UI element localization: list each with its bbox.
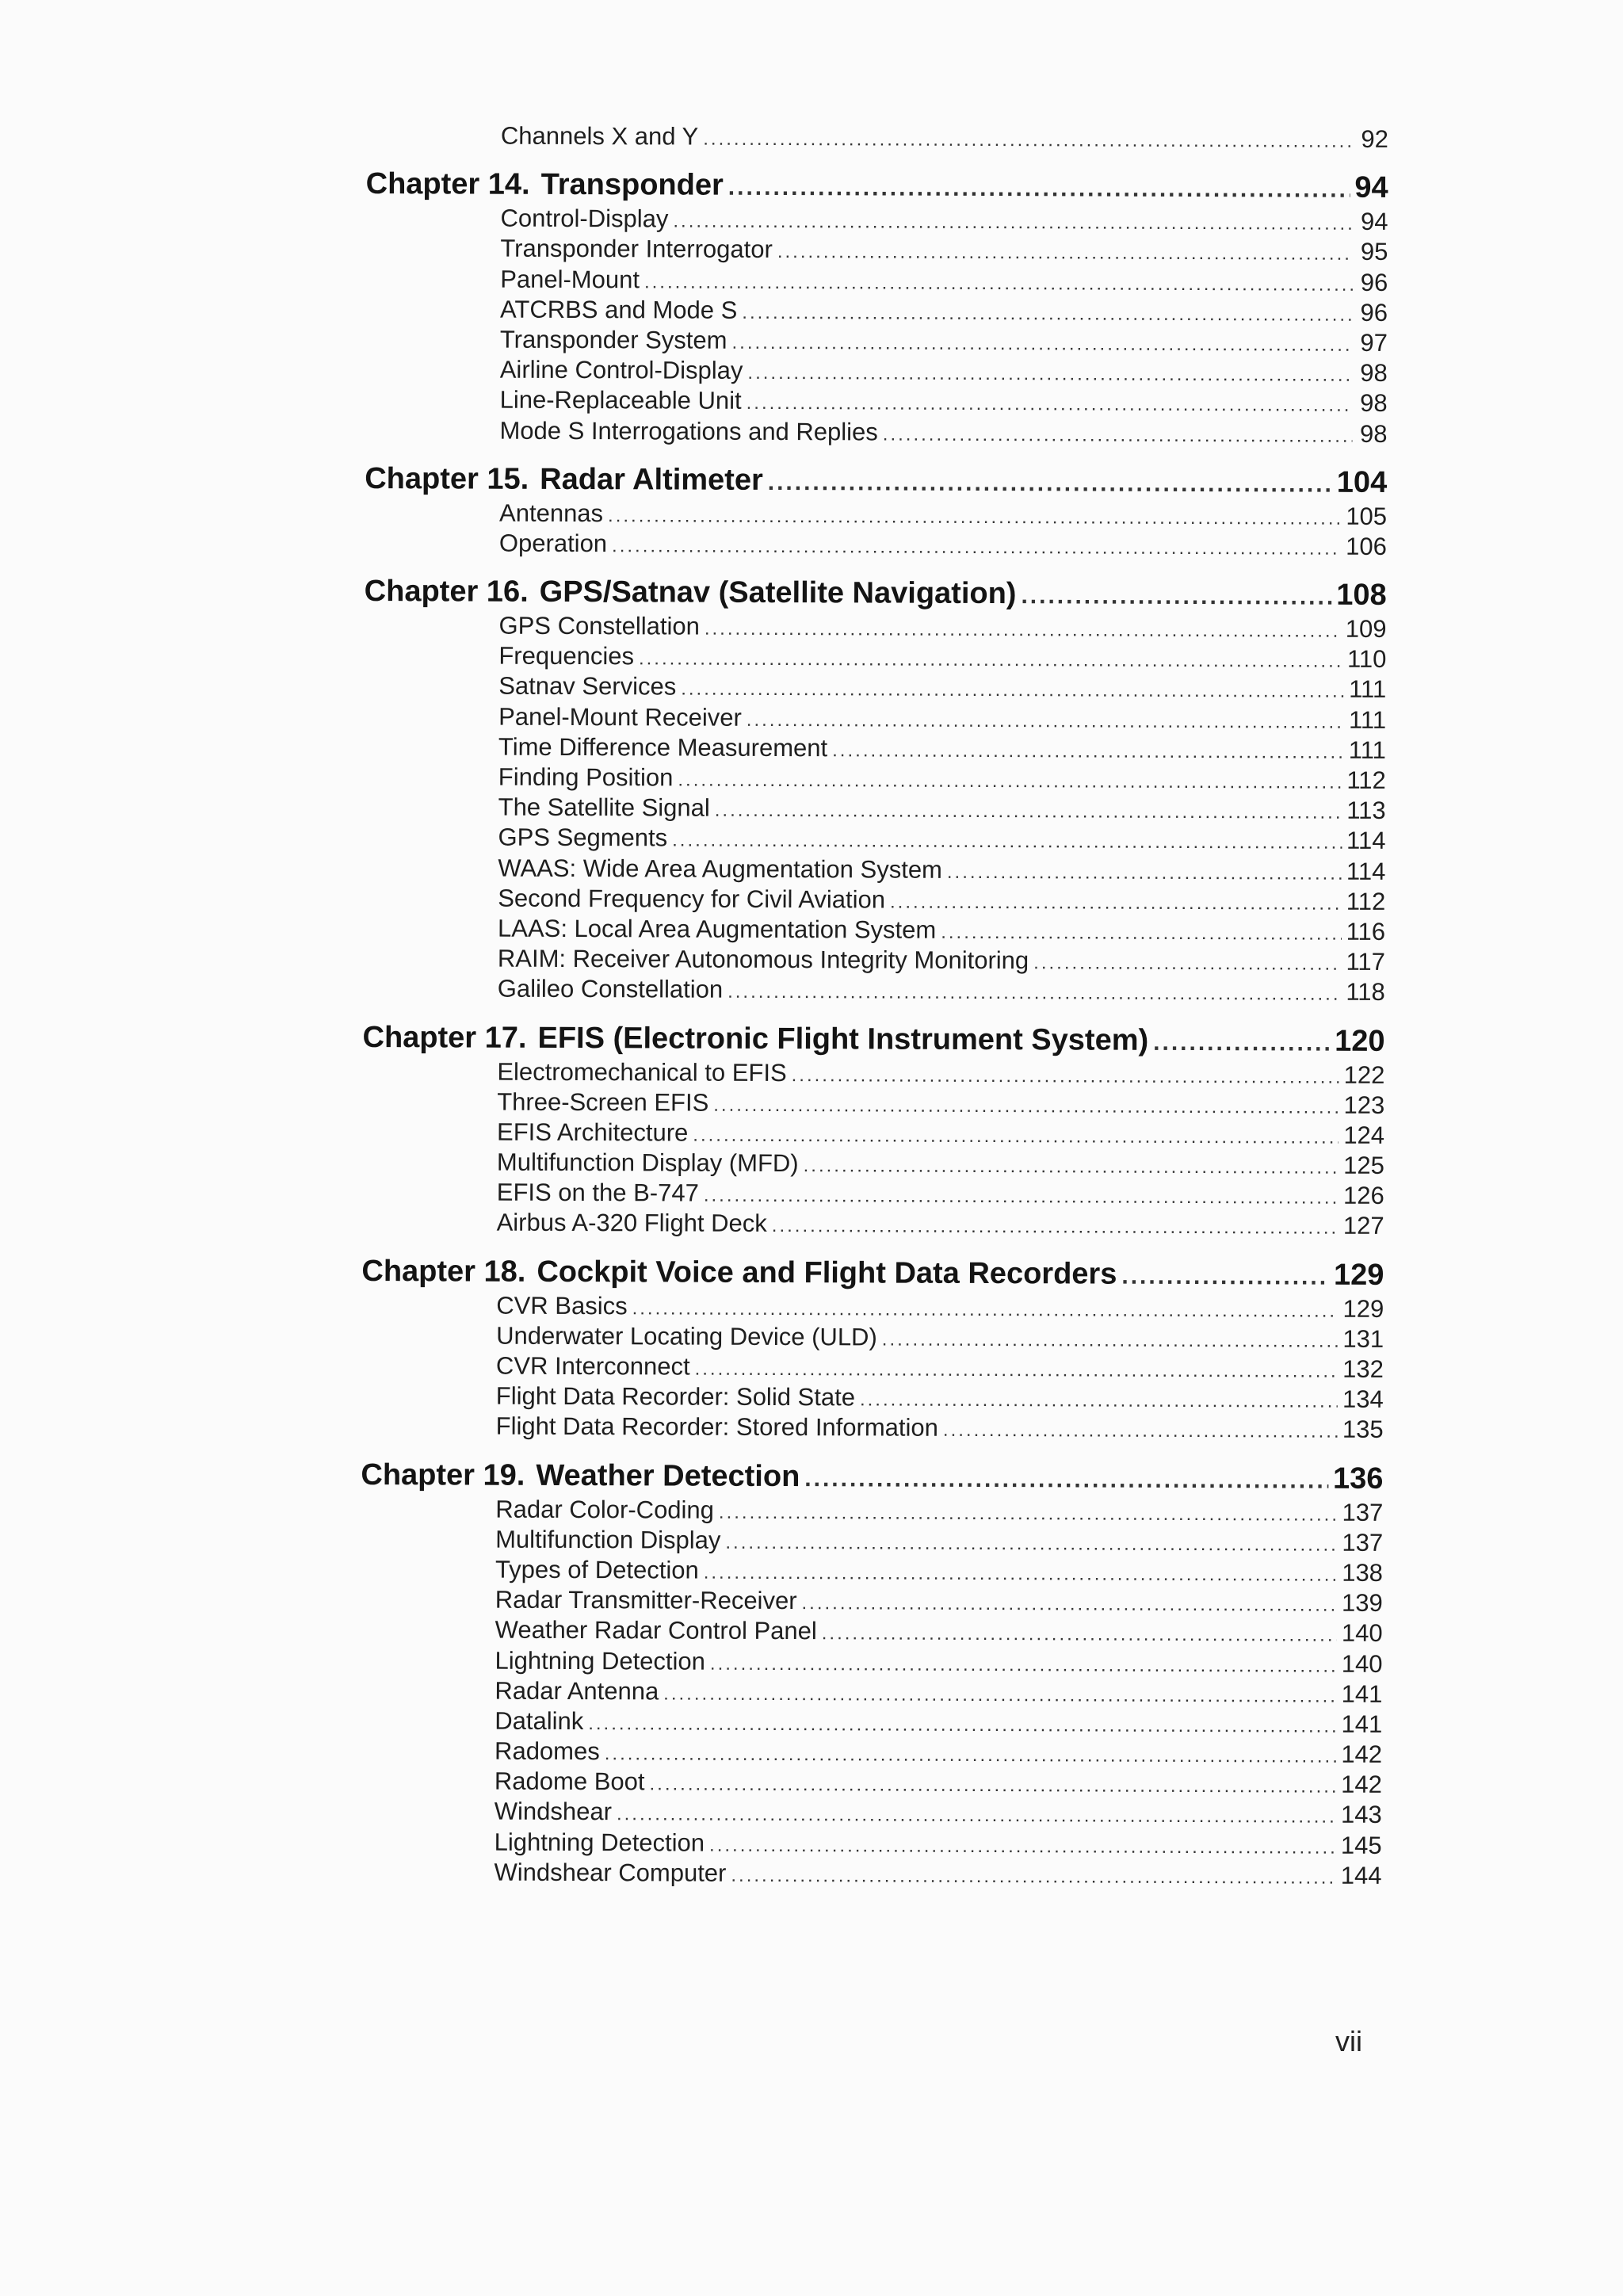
chapter-label (366, 166, 724, 203)
page-ref: 116 (1346, 917, 1386, 946)
entry-title: The Satellite Signal (498, 793, 710, 822)
toc-entry (361, 1290, 1384, 1324)
toc-chapter-heading (365, 461, 1387, 500)
chapter-label (362, 1019, 1148, 1057)
page-ref: 134 (1342, 1385, 1384, 1414)
chapter-title: EFIS (Electronic Flight Instrument System) (537, 1021, 1149, 1057)
page-ref: 111 (1348, 735, 1387, 764)
page-ref: 129 (1342, 1294, 1384, 1323)
dot-leader (882, 1324, 1338, 1356)
dot-leader (644, 267, 1353, 300)
page-ref: 96 (1360, 298, 1388, 327)
toc-entry (362, 1147, 1384, 1181)
page-ref: 96 (1360, 268, 1388, 296)
toc-entry (363, 973, 1385, 1007)
toc-chapter-heading (365, 574, 1387, 613)
page-ref: 108 (1336, 578, 1387, 613)
dot-leader (710, 1648, 1337, 1681)
entry-title: Types of Detection (495, 1555, 699, 1584)
toc-entry (361, 1350, 1384, 1385)
dot-leader (649, 1770, 1336, 1803)
page-ref: 123 (1343, 1091, 1385, 1119)
dot-leader (731, 1861, 1336, 1893)
toc-entry (362, 1056, 1384, 1090)
dot-leader (608, 501, 1341, 534)
toc-entry (365, 528, 1387, 562)
dot-leader (832, 735, 1344, 768)
dot-leader (772, 1211, 1338, 1244)
entry-title: Electromechanical to EFIS (497, 1057, 787, 1087)
toc-entry (360, 1706, 1382, 1740)
page-ref: 113 (1346, 796, 1386, 825)
toc-entry (363, 883, 1385, 917)
dot-leader (1033, 948, 1341, 980)
page-ref: 112 (1346, 766, 1386, 794)
toc-entry (360, 1675, 1382, 1710)
page-ref: 94 (1360, 208, 1388, 236)
dot-leader (704, 1558, 1338, 1591)
entry-title: Three-Screen EFIS (497, 1087, 709, 1117)
entry-title: LAAS: Local Area Augmentation System (498, 914, 937, 944)
entry-title: Satnav Services (498, 672, 677, 701)
entry-title: WAAS: Wide Area Augmentation System (498, 854, 942, 884)
page-ref: 97 (1360, 328, 1388, 357)
page-ref: 120 (1335, 1024, 1385, 1058)
dot-leader (725, 1528, 1337, 1561)
page-ref: 98 (1359, 419, 1388, 448)
entry-title: Lightning Detection (494, 1828, 705, 1857)
chapter-number: Chapter 16. (364, 575, 529, 609)
toc-entry (359, 1857, 1381, 1891)
dot-leader (804, 1151, 1339, 1183)
entry-title: Transponder System (499, 325, 727, 354)
toc-entry (362, 1177, 1384, 1211)
toc-entry (365, 233, 1388, 267)
toc-entry (361, 1494, 1383, 1528)
toc-entry (363, 853, 1385, 887)
page-ref: 105 (1346, 502, 1388, 530)
entry-title: Mode S Interrogations and Replies (499, 416, 878, 445)
toc-entry (366, 120, 1388, 155)
dot-leader (860, 1385, 1338, 1418)
page-ref: 142 (1341, 1770, 1383, 1799)
page-ref: 141 (1341, 1679, 1383, 1708)
page-number: vii (1335, 2025, 1362, 2057)
toc-entry (365, 264, 1388, 298)
entry-title: Transponder Interrogator (500, 235, 773, 264)
dot-leader (681, 674, 1344, 707)
page-ref: 118 (1346, 978, 1385, 1007)
chapter-title: Weather Detection (536, 1458, 800, 1493)
toc-entry (365, 203, 1388, 237)
dot-leader (768, 465, 1332, 502)
toc-entry (364, 670, 1386, 705)
toc-entry (361, 1381, 1384, 1415)
page-ref: 104 (1336, 465, 1388, 499)
toc-entry (365, 498, 1387, 532)
dot-leader (703, 124, 1354, 157)
entry-title: Operation (498, 529, 608, 558)
dot-leader (822, 1619, 1337, 1652)
dot-leader (1121, 1259, 1329, 1294)
toc-entry (364, 640, 1386, 674)
entry-title: Second Frequency for Civil Aviation (498, 884, 886, 914)
chapter-label (365, 574, 1017, 611)
entry-title: RAIM: Receiver Autonomous Integrity Monitoring (497, 944, 1029, 975)
dot-leader (678, 766, 1342, 798)
chapter-number: Chapter 19. (361, 1457, 525, 1492)
dot-leader (742, 298, 1353, 330)
entry-title: GPS Segments (498, 823, 668, 852)
dot-leader (943, 1415, 1338, 1447)
dot-leader (639, 644, 1342, 678)
entry-title: Control-Display (500, 204, 669, 233)
page-ref: 145 (1340, 1831, 1382, 1859)
entry-title: EFIS on the B-747 (496, 1178, 699, 1207)
toc-entry (364, 792, 1386, 826)
entry-title: Windshear Computer (494, 1858, 727, 1887)
entry-title: Windshear (494, 1797, 613, 1826)
page-ref: 110 (1346, 645, 1387, 674)
page-ref: 140 (1341, 1619, 1383, 1648)
entry-title: Underwater Locating Device (ULD) (496, 1321, 877, 1351)
toc-chapter-heading (362, 1019, 1384, 1058)
entry-title: GPS Constellation (498, 611, 700, 640)
entry-title: Airline Control-Display (499, 355, 743, 384)
toc-entry (361, 1584, 1383, 1618)
toc-entry (364, 701, 1386, 735)
page-ref: 125 (1343, 1151, 1385, 1180)
dot-leader (747, 358, 1352, 391)
dot-leader (941, 918, 1342, 949)
entry-title: Line-Replaceable Unit (499, 385, 742, 415)
chapter-number: Chapter 15. (365, 461, 529, 496)
entry-title: Panel-Mount Receiver (498, 702, 742, 732)
dot-leader (719, 1497, 1338, 1530)
page-ref: 142 (1341, 1740, 1383, 1769)
toc-entry (361, 1524, 1383, 1558)
page-ref: 124 (1343, 1121, 1385, 1149)
entry-title: Datalink (495, 1706, 584, 1735)
dot-leader (704, 1181, 1338, 1213)
entry-title: CVR Interconnect (495, 1351, 690, 1381)
page-ref: 136 (1332, 1461, 1384, 1496)
toc-chapter-heading (361, 1254, 1384, 1293)
page-ref: 138 (1342, 1558, 1384, 1587)
dot-leader (673, 207, 1353, 239)
entry-title: Finding Position (498, 762, 674, 792)
entry-title: Radomes (495, 1736, 600, 1766)
dot-leader (731, 328, 1353, 361)
page-ref: 111 (1349, 675, 1387, 704)
entry-title: Time Difference Measurement (498, 732, 828, 762)
entry-title: CVR Basics (496, 1291, 628, 1320)
toc-entry (364, 610, 1386, 644)
dot-leader (709, 1830, 1336, 1862)
entry-title: Channels X and Y (500, 121, 699, 151)
chapter-number: Chapter 18. (361, 1254, 526, 1289)
toc-entry (363, 913, 1385, 947)
toc-entry (365, 354, 1388, 388)
toc-entry (365, 294, 1388, 328)
chapter-number: Chapter 14. (365, 167, 530, 201)
page-ref: 94 (1354, 170, 1388, 205)
toc-entry (360, 1645, 1382, 1679)
entry-title: Weather Radar Control Panel (495, 1615, 817, 1645)
page-ref: 114 (1346, 857, 1386, 885)
dot-leader (588, 1709, 1336, 1742)
chapter-number: Chapter 17. (362, 1020, 527, 1055)
entry-title: Antennas (499, 499, 604, 527)
toc-entry (364, 762, 1386, 796)
dot-leader (612, 531, 1341, 564)
dot-leader (747, 705, 1344, 737)
toc-entry (363, 943, 1385, 977)
toc-entry (365, 384, 1388, 418)
toc-entry (361, 1320, 1384, 1354)
chapter-title: GPS/Satnav (Satellite Navigation) (539, 575, 1017, 611)
toc-entry (360, 1827, 1382, 1861)
page-ref: 127 (1342, 1212, 1384, 1240)
page-ref: 109 (1345, 614, 1387, 644)
entry-title: Multifunction Display (MFD) (496, 1148, 799, 1178)
entry-title: Radome Boot (494, 1767, 645, 1796)
toc-entry (362, 1117, 1384, 1151)
page-ref: 137 (1342, 1528, 1384, 1557)
dot-leader (715, 796, 1342, 828)
dot-leader (727, 977, 1341, 1010)
toc-entry (361, 1411, 1384, 1445)
page-ref: 141 (1341, 1710, 1383, 1738)
dot-leader (883, 419, 1353, 451)
entry-title: Flight Data Recorder: Stored Information (495, 1412, 939, 1442)
dot-leader (792, 1060, 1339, 1093)
page-ref: 143 (1340, 1801, 1382, 1829)
toc-entry (360, 1736, 1382, 1770)
toc-entry (360, 1766, 1382, 1800)
page-ref: 140 (1341, 1649, 1383, 1678)
page-ref: 111 (1348, 705, 1387, 734)
toc-entry (361, 1554, 1383, 1588)
entry-title: Flight Data Recorder: Solid State (495, 1381, 856, 1412)
toc-entry (364, 732, 1386, 766)
entry-title: Frequencies (498, 641, 635, 670)
dot-leader (890, 887, 1342, 919)
dot-leader (728, 170, 1350, 208)
entry-title: Radar Transmitter-Receiver (495, 1585, 797, 1615)
page-ref: 131 (1342, 1324, 1384, 1353)
page-ref: 144 (1340, 1861, 1382, 1889)
entry-title: Lightning Detection (495, 1646, 706, 1675)
dot-leader (801, 1588, 1337, 1621)
dot-leader (705, 614, 1341, 647)
dot-leader (1153, 1025, 1330, 1060)
entry-title: Radar Antenna (495, 1676, 659, 1706)
entry-title: Multifunction Display (495, 1525, 721, 1554)
toc-entry (361, 1614, 1383, 1648)
toc-entry (365, 415, 1387, 449)
page-ref: 126 (1342, 1181, 1384, 1210)
toc-entry (362, 1207, 1384, 1241)
entry-title: ATCRBS and Mode S (500, 295, 738, 324)
page-ref: 135 (1342, 1415, 1384, 1444)
entry-title: Airbus A-320 Flight Deck (496, 1209, 767, 1238)
toc-entry (362, 1087, 1384, 1121)
page-ref: 106 (1346, 532, 1388, 560)
page-ref: 117 (1346, 947, 1386, 976)
page-ref: 122 (1343, 1060, 1385, 1089)
page-ref: 137 (1342, 1498, 1384, 1526)
dot-leader (804, 1461, 1328, 1499)
page-ref: 92 (1361, 124, 1388, 153)
chapter-title: Cockpit Voice and Flight Data Recorders (537, 1255, 1117, 1291)
page-ref: 139 (1342, 1588, 1383, 1618)
chapter-title: Transponder (540, 168, 724, 202)
page-ref: 129 (1333, 1258, 1384, 1292)
page-ref: 98 (1360, 358, 1388, 388)
dot-leader (713, 1090, 1338, 1122)
page-ref: 112 (1346, 887, 1386, 915)
toc-chapter-heading (361, 1457, 1383, 1496)
dot-leader (617, 1800, 1336, 1833)
page-ref: 98 (1360, 389, 1388, 418)
dot-leader (1021, 579, 1331, 615)
toc-entry (365, 324, 1388, 358)
toc-entry (363, 822, 1385, 856)
chapter-label (361, 1254, 1117, 1292)
page-ref: 95 (1360, 238, 1388, 266)
dot-leader (777, 237, 1354, 269)
page-ref: 132 (1342, 1354, 1384, 1383)
entry-title: Galileo Constellation (497, 974, 724, 1004)
dot-leader (605, 1739, 1337, 1772)
entry-title: Radar Color-Coding (495, 1495, 715, 1524)
table-of-contents (359, 120, 1388, 1891)
toc-entry (360, 1796, 1382, 1830)
chapter-label (365, 461, 763, 498)
dot-leader (663, 1679, 1337, 1711)
entry-title: EFIS Architecture (497, 1117, 689, 1147)
page-ref: 114 (1346, 827, 1386, 855)
dot-leader (947, 857, 1342, 888)
chapter-title: Radar Altimeter (540, 462, 763, 497)
chapter-label (361, 1457, 800, 1494)
toc-chapter-heading (366, 166, 1388, 205)
entry-title: Panel-Mount (500, 265, 640, 293)
